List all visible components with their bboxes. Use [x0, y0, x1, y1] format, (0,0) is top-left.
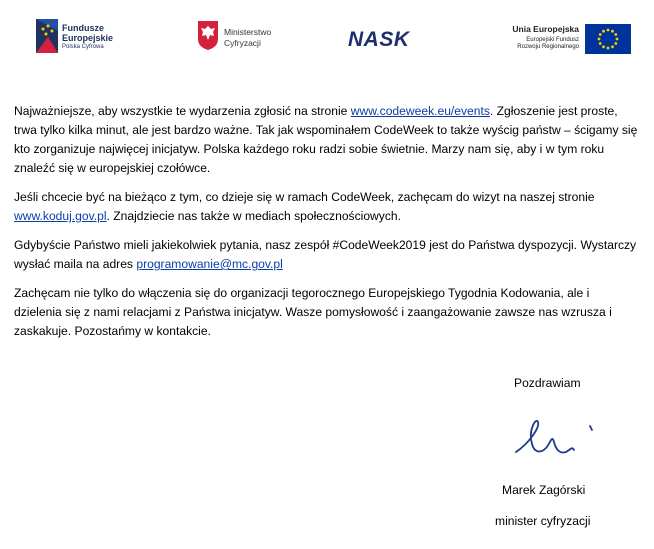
- signatory-role: minister cyfryzacji: [495, 514, 591, 528]
- fe-flag-icon: [34, 17, 60, 55]
- polish-eagle-icon: [196, 19, 220, 51]
- paragraph-contact: [14, 236, 640, 274]
- logo-bar: [0, 0, 654, 70]
- eu-flag-icon: [585, 24, 631, 54]
- p2-text-before: Jeśli chcecie być na bieżąco z tym, co dzieje się w ramach CodeWeek, zachęcam do wizyt na naszej stronie: [14, 190, 595, 204]
- p2-text-after: . Znajdziecie nas także w mediach społecznościowych.: [106, 209, 401, 223]
- p1-text-after: . Zgłoszenie jest proste, trwa tylko kilka minut, ale jest bardzo ważne. Tak jak wspominałem CodeWeek to także wyścig państw – ścigamy się kto zorganizuje najwięcej inicjatyw. Polska każdego roku radzi sobie świetnie. Marzy nam się, aby i w tym roku znaleźć się w europejskiej czołówce.: [14, 104, 638, 175]
- ministry-line1: Ministerstwo: [224, 27, 272, 37]
- nask-logo: NASK: [348, 28, 410, 51]
- fe-line3: Polska Cyfrowa: [62, 44, 104, 50]
- signature: [510, 414, 600, 469]
- paragraph-encouragement: Zachęcam nie tylko do włączenia się do organizacji tegorocznego Europejskiego Tygodnia Kodowania, ale i dzielenia się z nami relacjami z Państwa inicjatyw. Wasze pomysłowość i zaangażowanie zawsze nas wzrusza i zaskakuje. Pozostańmy w kontakcie.: [14, 286, 612, 338]
- p1-text-before: Najważniejsze, aby wszystkie te wydarzenia zgłosić na stronie: [14, 104, 351, 118]
- koduj-link[interactable]: www.koduj.gov.pl: [14, 209, 107, 223]
- unia-europejska-logo: [486, 24, 631, 60]
- ministry-line2: Cyfryzacji: [224, 38, 261, 48]
- fe-line2: Europejskie: [62, 33, 114, 43]
- ue-line3: Rozwoju Regionalnego: [517, 44, 579, 50]
- paragraph-website: [14, 188, 640, 226]
- ue-line2: Europejski Fundusz: [526, 37, 579, 43]
- letter-body: [14, 102, 640, 351]
- p3-text-before: Gdybyście Państwo mieli jakiekolwiek pytania, nasz zespół #CodeWeek2019 jest do Państwa dyspozycji. Wystarczy wysłać maila na adres: [14, 238, 637, 271]
- codeweek-events-link[interactable]: www.codeweek.eu/events: [350, 104, 490, 118]
- handwritten-signature-icon: [510, 414, 600, 464]
- closing-greeting: Pozdrawiam: [514, 376, 581, 390]
- fe-line1: Fundusze: [62, 23, 104, 33]
- email-link[interactable]: programowanie@mc.gov.pl: [136, 257, 283, 271]
- signatory-name: Marek Zagórski: [502, 483, 586, 497]
- fundusze-europejskie-logo: [34, 17, 164, 57]
- paragraph-events: [14, 102, 640, 178]
- ue-line1: Unia Europejska: [512, 24, 579, 34]
- ministerstwo-cyfryzacji-logo: [196, 19, 306, 59]
